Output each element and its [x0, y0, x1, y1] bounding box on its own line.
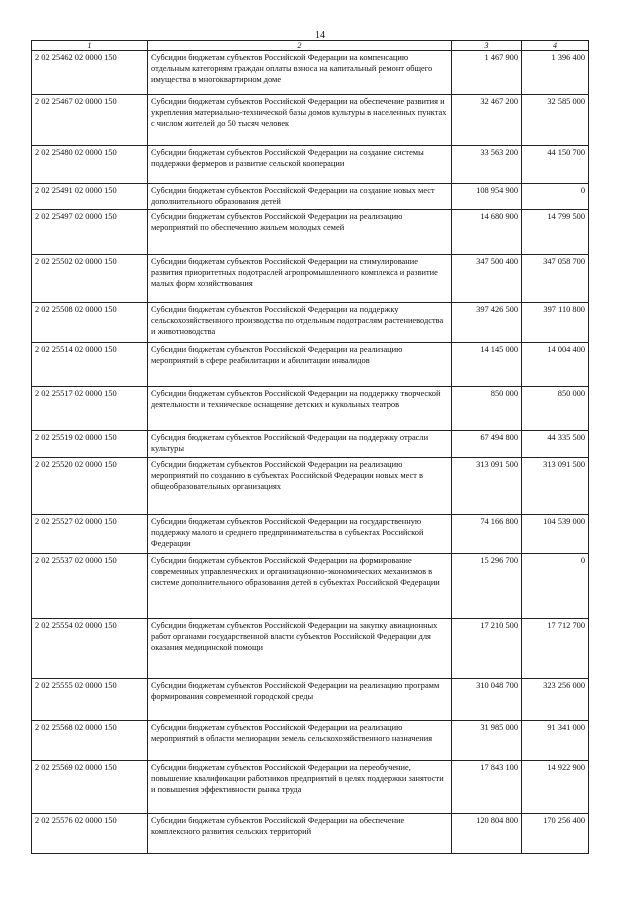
table-row	[32, 255, 589, 303]
budget-code-cell: 2 02 25517 02 0000 150	[32, 387, 148, 431]
amount-year-1-cell: 14 145 000	[452, 343, 522, 387]
amount-year-2-cell: 17 712 700	[522, 619, 589, 679]
budget-code-cell: 2 02 25555 02 0000 150	[32, 679, 148, 721]
amount-year-2-cell: 91 341 000	[522, 721, 589, 761]
table-row	[32, 51, 589, 95]
subsidy-name-cell: Субсидии бюджетам субъектов Российской Федерации на реализацию мероприятий в сфере реабилитации и абилитации инвалидов	[148, 343, 452, 387]
table-row	[32, 679, 589, 721]
amount-year-1-cell: 120 804 800	[452, 814, 522, 854]
amount-year-2-cell: 0	[522, 554, 589, 619]
amount-year-2-cell: 347 058 700	[522, 255, 589, 303]
budget-code-cell: 2 02 25527 02 0000 150	[32, 515, 148, 554]
amount-year-2-cell: 14 004 400	[522, 343, 589, 387]
table-row	[32, 619, 589, 679]
subsidy-name-cell: Субсидии бюджетам субъектов Российской Федерации на обеспечение развития и укрепления материально-технической базы домов культуры в населенных пунктах с числом жителей до 50 тысяч человек	[148, 95, 452, 146]
budget-code-cell: 2 02 25497 02 0000 150	[32, 210, 148, 255]
budget-code-cell: 2 02 25576 02 0000 150	[32, 814, 148, 854]
amount-year-1-cell: 67 494 800	[452, 431, 522, 458]
subsidy-name-cell: Субсидии бюджетам субъектов Российской Федерации на реализацию программ формирования современной городской среды	[148, 679, 452, 721]
table-row	[32, 343, 589, 387]
table-row	[32, 210, 589, 255]
budget-table	[31, 40, 589, 854]
amount-year-1-cell: 347 500 400	[452, 255, 522, 303]
table-row	[32, 554, 589, 619]
budget-code-cell: 2 02 25537 02 0000 150	[32, 554, 148, 619]
table-row	[32, 458, 589, 515]
table-row	[32, 761, 589, 814]
table-row	[32, 721, 589, 761]
budget-code-cell: 2 02 25569 02 0000 150	[32, 761, 148, 814]
amount-year-2-cell: 44 150 700	[522, 146, 589, 184]
table-row	[32, 184, 589, 210]
budget-code-cell: 2 02 25520 02 0000 150	[32, 458, 148, 515]
subsidy-name-cell: Субсидии бюджетам субъектов Российской Федерации на реализацию мероприятий по созданию в субъектах Российской Федерации новых мест в общеобразовательных организациях	[148, 458, 452, 515]
table-row	[32, 431, 589, 458]
amount-year-2-cell: 0	[522, 184, 589, 210]
subsidy-name-cell: Субсидии бюджетам субъектов Российской Федерации на реализацию мероприятий по обеспечению жильем молодых семей	[148, 210, 452, 255]
budget-code-cell: 2 02 25508 02 0000 150	[32, 303, 148, 343]
amount-year-2-cell: 104 539 000	[522, 515, 589, 554]
amount-year-1-cell: 17 843 100	[452, 761, 522, 814]
budget-code-cell: 2 02 25554 02 0000 150	[32, 619, 148, 679]
amount-year-1-cell: 1 467 900	[452, 51, 522, 95]
amount-year-2-cell: 32 585 000	[522, 95, 589, 146]
subsidy-name-cell: Субсидии бюджетам субъектов Российской Федерации на обеспечение комплексного развития сельских территорий	[148, 814, 452, 854]
amount-year-1-cell: 17 210 500	[452, 619, 522, 679]
column-header-code: 1	[32, 41, 148, 51]
amount-year-1-cell: 14 680 900	[452, 210, 522, 255]
table-row	[32, 515, 589, 554]
amount-year-1-cell: 32 467 200	[452, 95, 522, 146]
subsidy-name-cell: Субсидии бюджетам субъектов Российской Федерации на создание новых мест дополнительного образования детей	[148, 184, 452, 210]
subsidy-name-cell: Субсидии бюджетам субъектов Российской Федерации на поддержку сельскохозяйственного производства по отдельным подотраслям растениеводства и животноводства	[148, 303, 452, 343]
amount-year-2-cell: 323 256 000	[522, 679, 589, 721]
subsidy-name-cell: Субсидии бюджетам субъектов Российской Федерации на создание системы поддержки фермеров и развитие сельской кооперации	[148, 146, 452, 184]
subsidy-name-cell: Субсидии бюджетам субъектов Российской Федерации на поддержку творческой деятельности и техническое оснащение детских и кукольных театров	[148, 387, 452, 431]
amount-year-2-cell: 44 335 500	[522, 431, 589, 458]
page-number: 14	[315, 30, 325, 41]
amount-year-1-cell: 397 426 500	[452, 303, 522, 343]
subsidy-name-cell: Субсидии бюджетам субъектов Российской Федерации на государственную поддержку малого и среднего предпринимательства в субъектах Российской Федерации	[148, 515, 452, 554]
amount-year-1-cell: 31 985 000	[452, 721, 522, 761]
amount-year-1-cell: 108 954 900	[452, 184, 522, 210]
amount-year-2-cell: 313 091 500	[522, 458, 589, 515]
table-row	[32, 95, 589, 146]
table-row	[32, 387, 589, 431]
budget-code-cell: 2 02 25491 02 0000 150	[32, 184, 148, 210]
column-header-amount-1: 3	[452, 41, 522, 51]
amount-year-1-cell: 313 091 500	[452, 458, 522, 515]
column-number-header-row	[32, 41, 589, 51]
subsidy-name-cell: Субсидия бюджетам субъектов Российской Федерации на поддержку отрасли культуры	[148, 431, 452, 458]
subsidy-name-cell: Субсидии бюджетам субъектов Российской Федерации на стимулирование развития приоритетных подотраслей агропромышленного комплекса и развитие малых форм хозяйствования	[148, 255, 452, 303]
subsidy-name-cell: Субсидии бюджетам субъектов Российской Федерации на компенсацию отдельным категориям граждан оплаты взноса на капитальный ремонт общего имущества в многоквартирном доме	[148, 51, 452, 95]
budget-code-cell: 2 02 25467 02 0000 150	[32, 95, 148, 146]
table-row	[32, 814, 589, 854]
amount-year-2-cell: 170 256 400	[522, 814, 589, 854]
column-header-amount-2: 4	[522, 41, 589, 51]
column-header-name: 2	[148, 41, 452, 51]
budget-code-cell: 2 02 25480 02 0000 150	[32, 146, 148, 184]
amount-year-1-cell: 850 000	[452, 387, 522, 431]
amount-year-1-cell: 33 563 200	[452, 146, 522, 184]
subsidy-name-cell: Субсидии бюджетам субъектов Российской Федерации на формирование современных управленческих и организационно-экономических механизмов в системе дополнительного образования детей в субъектах Российской Федерации	[148, 554, 452, 619]
subsidy-name-cell: Субсидии бюджетам субъектов Российской Федерации на переобучение, повышение квалификации работников предприятий в целях поддержки занятости и повышения эффективности рынка труда	[148, 761, 452, 814]
subsidy-name-cell: Субсидии бюджетам субъектов Российской Федерации на закупку авиационных работ органами государственной власти субъектов Российской Федерации для оказания медицинской помощи	[148, 619, 452, 679]
amount-year-1-cell: 310 048 700	[452, 679, 522, 721]
amount-year-2-cell: 850 000	[522, 387, 589, 431]
amount-year-2-cell: 397 110 800	[522, 303, 589, 343]
budget-code-cell: 2 02 25519 02 0000 150	[32, 431, 148, 458]
budget-code-cell: 2 02 25514 02 0000 150	[32, 343, 148, 387]
budget-code-cell: 2 02 25502 02 0000 150	[32, 255, 148, 303]
subsidy-name-cell: Субсидии бюджетам субъектов Российской Федерации на реализацию мероприятий в области мелиорации земель сельскохозяйственного назначения	[148, 721, 452, 761]
budget-code-cell: 2 02 25462 02 0000 150	[32, 51, 148, 95]
table-row	[32, 146, 589, 184]
amount-year-2-cell: 14 799 500	[522, 210, 589, 255]
table-row	[32, 303, 589, 343]
amount-year-1-cell: 74 166 800	[452, 515, 522, 554]
amount-year-1-cell: 15 296 700	[452, 554, 522, 619]
budget-code-cell: 2 02 25568 02 0000 150	[32, 721, 148, 761]
amount-year-2-cell: 14 922 900	[522, 761, 589, 814]
amount-year-2-cell: 1 396 400	[522, 51, 589, 95]
